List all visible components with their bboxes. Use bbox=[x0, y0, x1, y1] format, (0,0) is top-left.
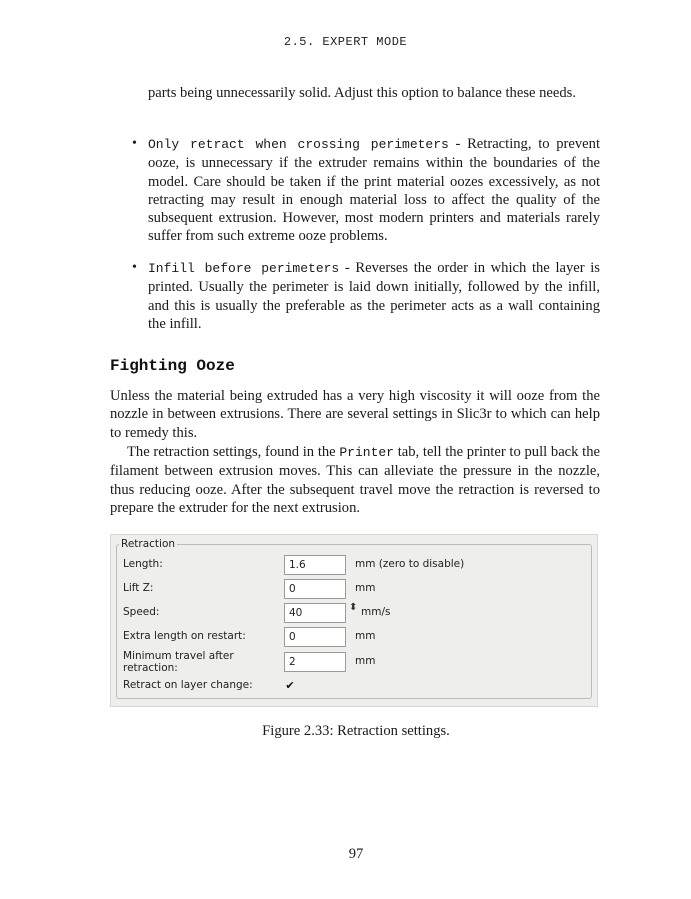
unit-label: mm bbox=[355, 582, 376, 594]
length-input[interactable]: 1.6 bbox=[284, 555, 346, 575]
lift-z-input[interactable]: 0 bbox=[284, 579, 346, 599]
bullet-item bbox=[132, 135, 600, 246]
retract-layer-change-row bbox=[117, 677, 587, 699]
paragraph-text: The retraction settings, found in the bbox=[127, 444, 340, 460]
continuation-paragraph: parts being unnecessarily solid. Adjust this option to balance these needs. bbox=[148, 85, 576, 101]
section-title: Fighting Ooze bbox=[110, 357, 235, 375]
paragraph-text: tab, tell the printer to pull back the filament between extrusion moves. This can alleviate the pressure in the nozzle, thus reducing ooze. After the subsequent travel move the retraction is reversed to prepare the extruder for the next extrusion. bbox=[110, 444, 600, 516]
bullet-item bbox=[132, 259, 600, 333]
minimum-travel-input[interactable]: 2 bbox=[284, 652, 346, 672]
minimum-travel-row bbox=[117, 650, 587, 672]
paragraph-retraction bbox=[110, 443, 600, 517]
unit-label: mm/s bbox=[361, 606, 391, 618]
field-label: Retract on layer change: bbox=[123, 679, 253, 691]
retraction-group bbox=[116, 538, 592, 699]
unit-label: mm bbox=[355, 655, 376, 667]
field-label: Length: bbox=[123, 558, 163, 570]
extra-length-input[interactable]: 0 bbox=[284, 627, 346, 647]
inline-code: Printer bbox=[339, 445, 394, 460]
page-number: 97 bbox=[348, 846, 364, 862]
unit-label: mm (zero to disable) bbox=[355, 558, 465, 570]
option-term: Infill before perimeters bbox=[148, 261, 340, 276]
lift-z-row bbox=[117, 577, 587, 599]
extra-length-row bbox=[117, 625, 587, 647]
running-head: 2.5. EXPERT MODE bbox=[283, 35, 408, 49]
bullet-list-2 bbox=[132, 259, 600, 333]
speed-input[interactable]: 40 bbox=[284, 603, 346, 623]
option-term: Only retract when crossing perimeters bbox=[148, 137, 449, 152]
checkmark-icon[interactable]: ✔ bbox=[285, 679, 295, 692]
option-description: - Reverses the order in which the layer is printed. Usually the perimeter is laid down initially, followed by the infill, and this is usually the preferable as the perimeter acts as a wall containing the infill. bbox=[148, 260, 600, 332]
spin-arrows-icon[interactable]: ⬍ bbox=[349, 602, 358, 613]
field-label: Speed: bbox=[123, 606, 160, 618]
unit-label: mm bbox=[355, 630, 376, 642]
bullet-list-1 bbox=[132, 135, 600, 246]
speed-row bbox=[117, 601, 587, 623]
length-row bbox=[117, 553, 587, 575]
retraction-settings-figure bbox=[110, 534, 598, 707]
field-label: Lift Z: bbox=[123, 582, 154, 594]
field-label: Minimum travel after retraction: bbox=[123, 650, 234, 674]
group-label: Retraction bbox=[121, 538, 176, 550]
paragraph-ooze-intro: Unless the material being extruded has a very high viscosity it will ooze from the nozzle in between extrusions. There are several settings in Slic3r to which can help to remedy this. bbox=[110, 388, 600, 441]
option-description: - Retracting, to prevent ooze, is unnecessary if the extruder remains within the boundaries of the model. Care should be taken if the print material oozes excessively, as not retracting may result in enough material loss to affect the quality of the subsequent extrusion. However, most modern printers and materials rarely suffer from such extreme ooze problems. bbox=[148, 136, 600, 245]
field-label: Extra length on restart: bbox=[123, 630, 246, 642]
figure-caption: Figure 2.33: Retraction settings. bbox=[262, 723, 450, 739]
